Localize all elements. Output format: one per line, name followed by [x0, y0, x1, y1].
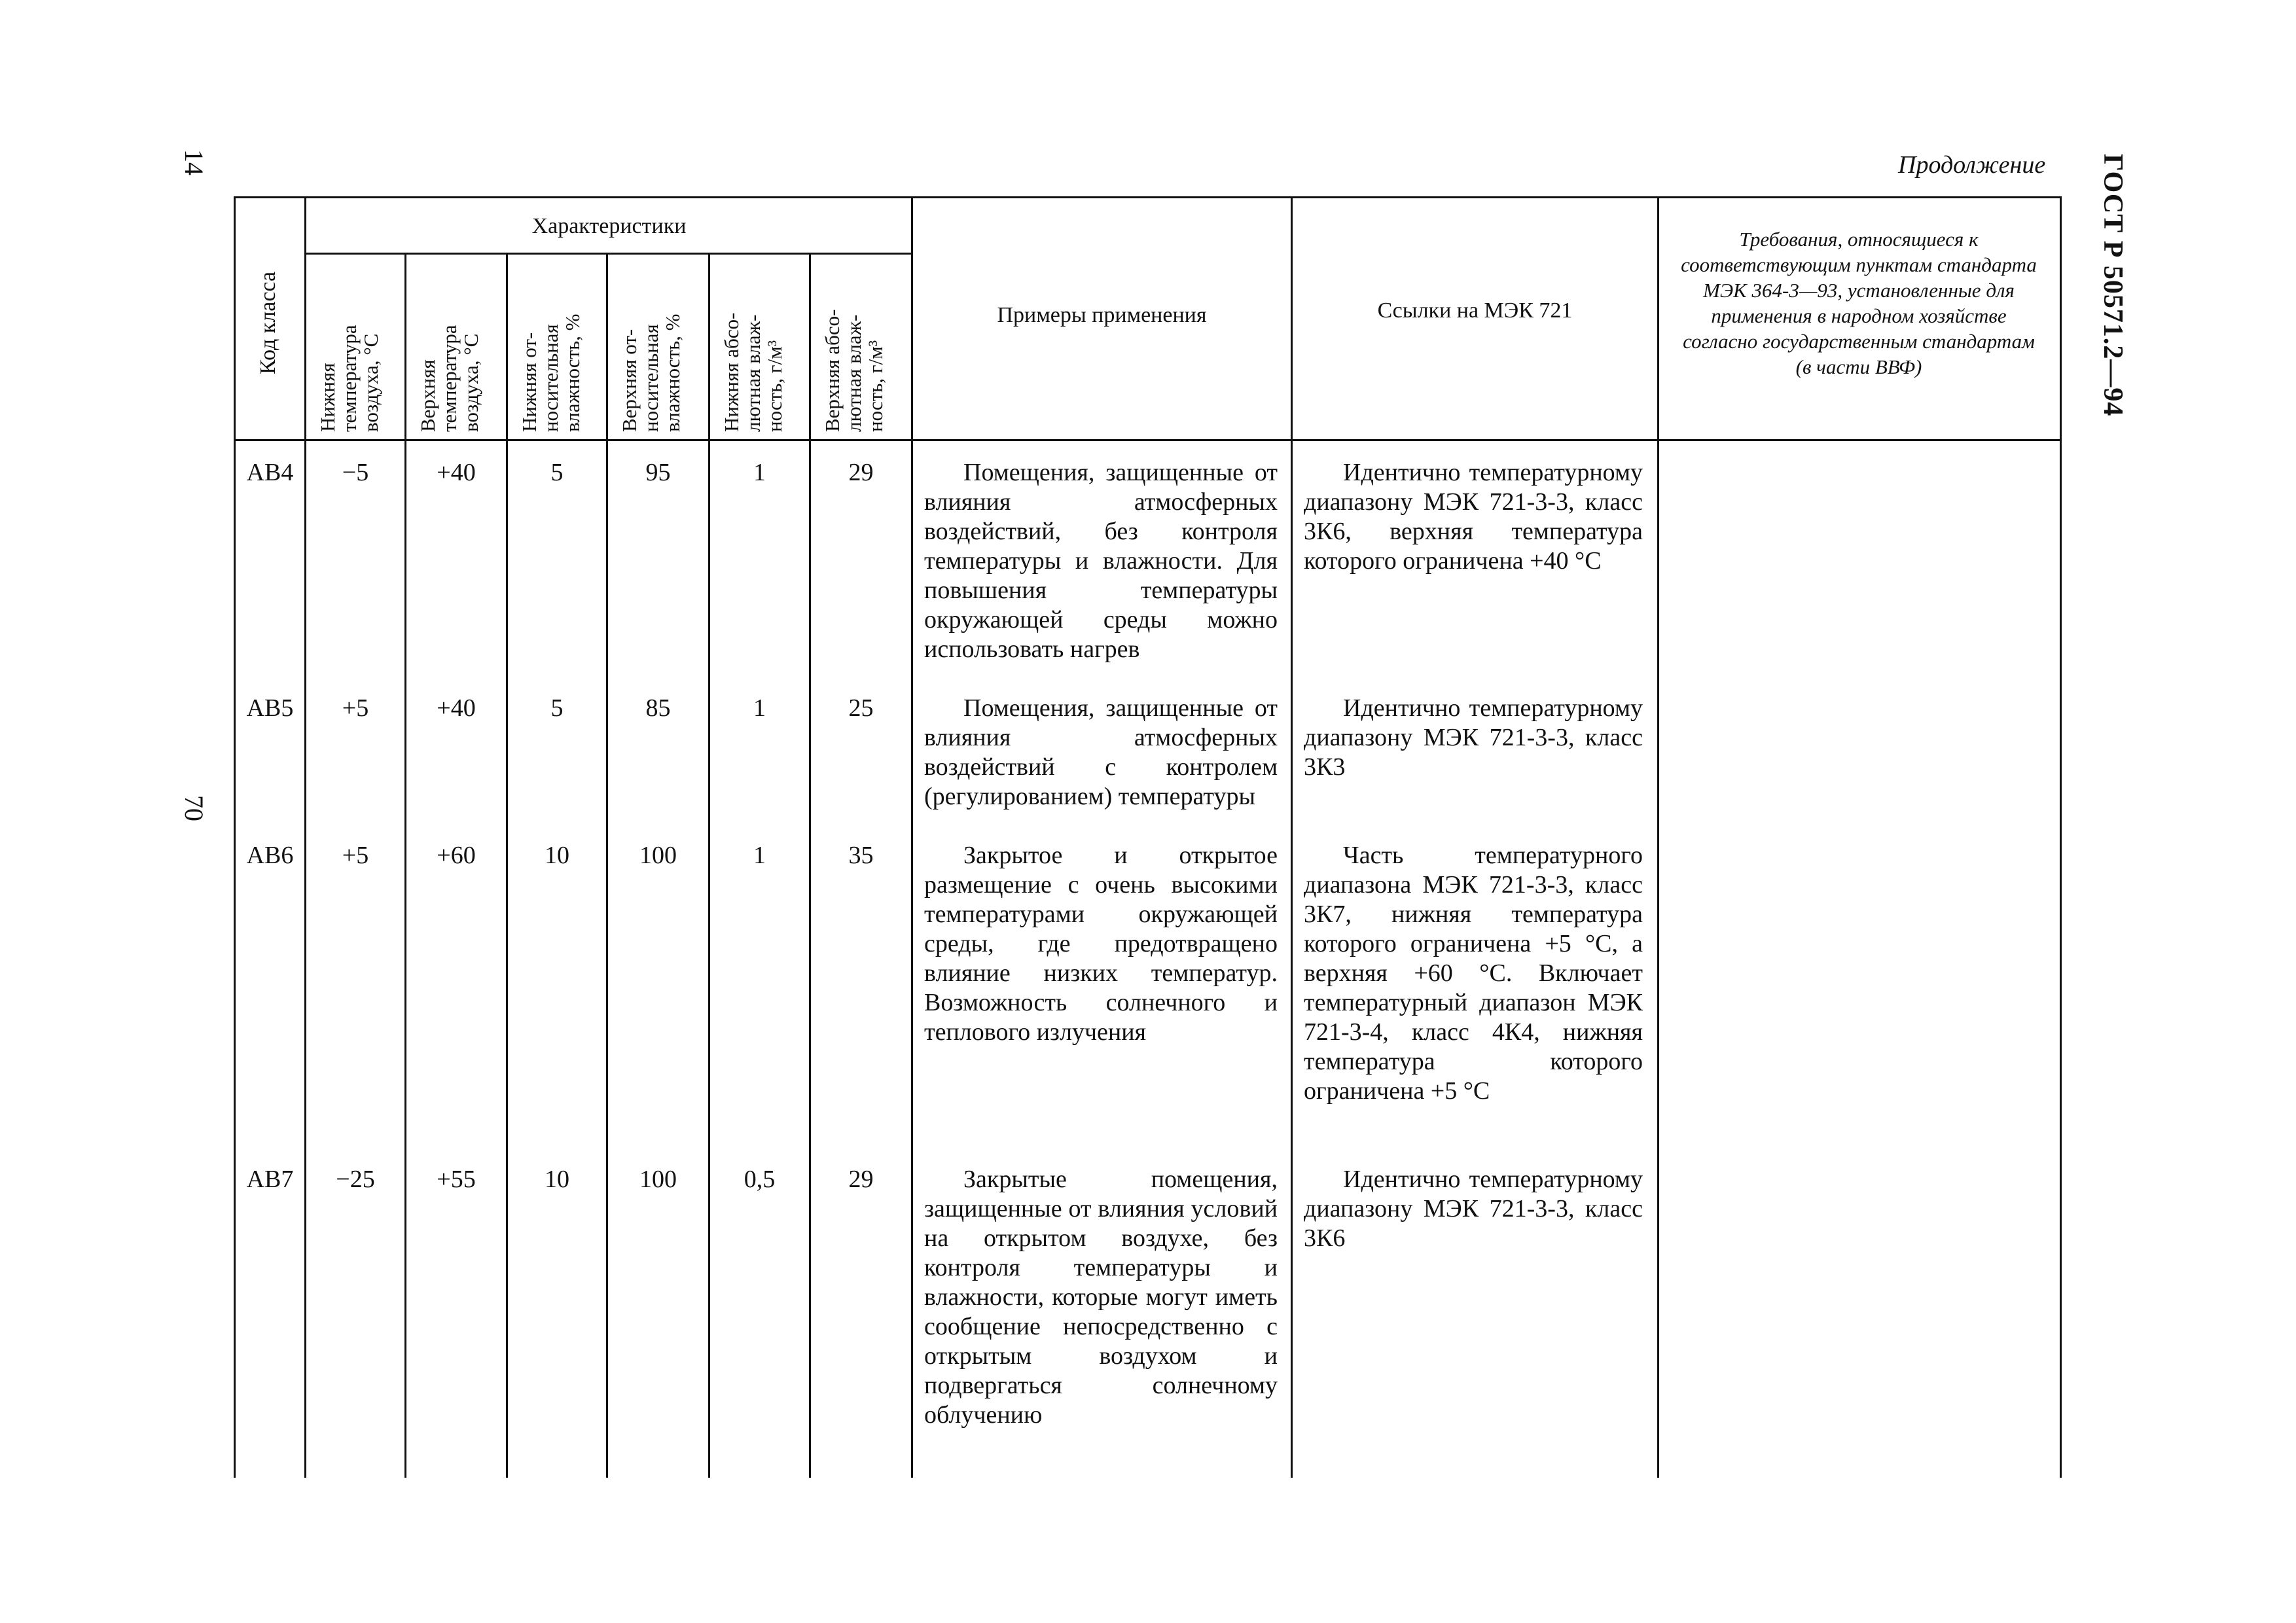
- cell-example: Закрытое и открытое размещение с очень высокими температурами окружающей среды, где предотвращено влияние низких температур. Возможность солнечного и теплового излучения: [924, 842, 1278, 1046]
- cell-lower-rel-humidity: 5: [550, 459, 564, 486]
- col-line: [911, 196, 913, 1478]
- header-lower-rel-humidity: Нижняя от- носительная влажность, %: [518, 313, 584, 432]
- col-line: [1657, 196, 1659, 1478]
- standard-number: ГОСТ Р 50571.2—94: [2098, 154, 2128, 417]
- header-requirements: Требования, относящиеся к соответствующим пунктам стандарта МЭК 364-3—93, установленные для применения в народном хозяйстве согласно государственным стандартам (в части ВВФ): [1681, 228, 2037, 378]
- col-line: [304, 196, 306, 1478]
- cell-upper-abs-humidity: 35: [848, 842, 874, 869]
- cell-upper-rel-humidity: 95: [645, 459, 671, 486]
- continuation-label: Продолжение: [1898, 151, 2046, 179]
- cell-lower-rel-humidity: 10: [545, 842, 569, 869]
- cell-lower-abs-humidity: 0,5: [744, 1166, 776, 1193]
- cell-reference: Часть температурного диапазона МЭК 721-3-3, класс 3К7, нижняя температура которого ограничена +5 °С, а верхняя +60 °С. Включает температурный диапазон МЭК 721-3-4, класс 4К4, нижняя температура которого ограничена +5 °С: [1304, 842, 1643, 1105]
- cell-lower-temp: −25: [336, 1166, 375, 1193]
- cell-lower-temp: −5: [342, 459, 369, 486]
- cell-reference: Идентично температурному диапазону МЭК 721-3-3, класс 3К6: [1304, 1166, 1643, 1252]
- cell-lower-temp: +5: [342, 694, 369, 722]
- col-line: [2060, 196, 2062, 1478]
- header-lower-abs-humidity: Нижняя абсо- лютная влаж- ность, г/м³: [720, 312, 786, 432]
- cell-example: Помещения, защищенные от влияния атмосферных воздействий, без контроля температуры и влажности. Для повышения температуры окружающей среды можно использовать нагрев: [924, 459, 1278, 663]
- header-examples: Примеры применения: [997, 303, 1207, 327]
- rule-top: [234, 196, 2062, 198]
- cell-upper-abs-humidity: 29: [848, 1166, 874, 1193]
- header-lower-temp: Нижняя температура воздуха, °С: [316, 325, 382, 432]
- cell-lower-abs-humidity: 1: [753, 694, 766, 722]
- cell-upper-rel-humidity: 100: [639, 842, 677, 869]
- header-iec-references: Ссылки на МЭК 721: [1377, 298, 1573, 323]
- cell-lower-abs-humidity: 1: [753, 842, 766, 869]
- cell-reference: Идентично температурному диапазону МЭК 721-3-3, класс 3К3: [1304, 694, 1643, 781]
- cell-upper-abs-humidity: 29: [848, 459, 874, 486]
- cell-class-code: АВ4: [246, 459, 294, 486]
- cell-lower-temp: +5: [342, 842, 369, 869]
- cell-reference: Идентично температурному диапазону МЭК 721-3-3, класс 3К6, верхняя температура которого ограничена +40 °С: [1304, 459, 1643, 575]
- cell-lower-rel-humidity: 10: [545, 1166, 569, 1193]
- cell-example: Помещения, защищенные от влияния атмосферных воздействий с контролем (регулированием) температуры: [924, 694, 1278, 810]
- header-upper-temp: Верхняя температура воздуха, °С: [416, 325, 482, 432]
- header-characteristics: Характеристики: [531, 214, 687, 238]
- cell-class-code: АВ5: [246, 694, 294, 722]
- header-class-code: Код класса: [256, 271, 280, 374]
- cell-upper-temp: +60: [437, 842, 476, 869]
- page-number: 14: [179, 149, 209, 175]
- cell-upper-rel-humidity: 100: [639, 1166, 677, 1193]
- cell-example: Закрытые помещения, защищенные от влияния условий на открытом воздухе, без контроля температуры и влажности, которые могут иметь сообщение непосредственно с открытым воздухом и подвергаться солнечному облучению: [924, 1166, 1278, 1429]
- page-number-alt: 70: [179, 795, 209, 821]
- cell-class-code: АВ7: [246, 1166, 294, 1193]
- cell-lower-rel-humidity: 5: [550, 694, 564, 722]
- col-line: [234, 196, 236, 1478]
- cell-upper-temp: +40: [437, 694, 476, 722]
- cell-lower-abs-humidity: 1: [753, 459, 766, 486]
- cell-upper-temp: +55: [437, 1166, 476, 1193]
- header-upper-abs-humidity: Верхняя абсо- лютная влаж- ность, г/м³: [821, 309, 887, 432]
- cell-upper-rel-humidity: 85: [645, 694, 671, 722]
- header-upper-rel-humidity: Верхняя от- носительная влажность, %: [618, 313, 684, 432]
- cell-upper-abs-humidity: 25: [848, 694, 874, 722]
- cell-upper-temp: +40: [437, 459, 476, 486]
- rule-char-under: [304, 253, 912, 255]
- col-line: [1291, 196, 1293, 1478]
- cell-class-code: АВ6: [246, 842, 294, 869]
